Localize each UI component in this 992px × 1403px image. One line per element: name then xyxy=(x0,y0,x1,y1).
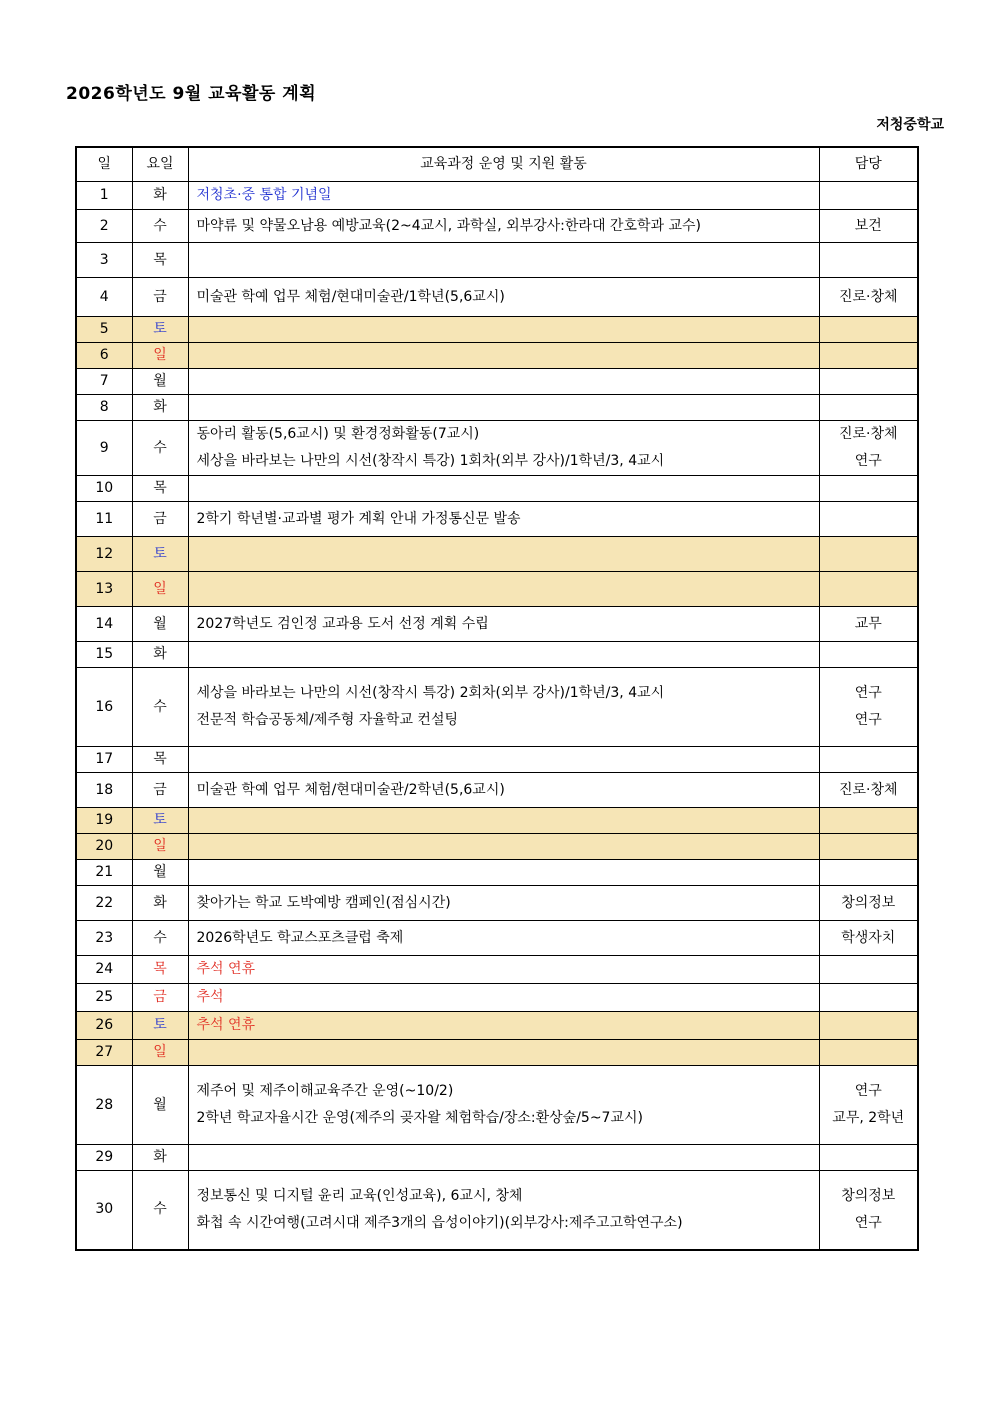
day-cell: 5 xyxy=(76,317,132,343)
activity-cell xyxy=(188,984,819,1012)
activity-cell xyxy=(188,668,819,747)
table-row xyxy=(76,642,918,668)
table-row xyxy=(76,921,918,956)
table-row xyxy=(76,395,918,421)
schedule-table xyxy=(75,146,919,1251)
responsible-line: 교무, 2학년 xyxy=(832,1110,905,1126)
weekday-cell: 금 xyxy=(132,984,188,1012)
activity-line: 미술관 학예 업무 체험/현대미술관/2학년(5,6교시) xyxy=(196,781,505,798)
weekday-cell: 수 xyxy=(132,421,188,476)
table-row xyxy=(76,369,918,395)
table-row xyxy=(76,317,918,343)
day-cell: 4 xyxy=(76,278,132,317)
responsible-line: 연구 xyxy=(854,453,882,469)
day-cell: 13 xyxy=(76,572,132,607)
weekday-cell: 월 xyxy=(132,369,188,395)
day-cell: 25 xyxy=(76,984,132,1012)
activity-cell xyxy=(188,182,819,210)
weekday-cell: 일 xyxy=(132,834,188,860)
weekday-cell: 수 xyxy=(132,1171,188,1250)
day-cell: 27 xyxy=(76,1040,132,1066)
day-cell: 8 xyxy=(76,395,132,421)
activity-line: 세상을 바라보는 나만의 시선(창작시 특강) 1회차(외부 강사)/1학년/3, 4교시 xyxy=(196,453,665,469)
activity-line: 저청초·중 통합 기념일 xyxy=(196,187,332,203)
responsible-line: 보건 xyxy=(854,217,882,234)
table-row xyxy=(76,502,918,537)
weekday-cell: 수 xyxy=(132,210,188,243)
table-row xyxy=(76,956,918,984)
weekday-cell: 월 xyxy=(132,860,188,886)
activity-cell xyxy=(188,210,819,243)
responsible-cell xyxy=(819,607,918,642)
header-weekday: 요일 xyxy=(132,147,188,182)
header-activity: 교육과정 운영 및 지원 활동 xyxy=(188,147,819,182)
day-cell: 28 xyxy=(76,1066,132,1145)
weekday-cell: 토 xyxy=(132,317,188,343)
responsible-cell xyxy=(819,476,918,502)
responsible-line: 진로·창체 xyxy=(838,288,898,305)
day-cell: 14 xyxy=(76,607,132,642)
table-row xyxy=(76,182,918,210)
table-row xyxy=(76,984,918,1012)
day-cell: 7 xyxy=(76,369,132,395)
table-row xyxy=(76,278,918,317)
responsible-cell xyxy=(819,278,918,317)
day-cell: 12 xyxy=(76,537,132,572)
day-cell: 11 xyxy=(76,502,132,537)
activity-cell xyxy=(188,395,819,421)
activity-cell xyxy=(188,808,819,834)
table-row xyxy=(76,1066,918,1145)
responsible-cell xyxy=(819,317,918,343)
responsible-cell xyxy=(819,860,918,886)
activity-line: 정보통신 및 디지털 윤리 교육(인성교육), 6교시, 창체 xyxy=(196,1187,523,1204)
activity-cell xyxy=(188,642,819,668)
activity-line: 2027학년도 검인정 교과용 도서 선정 계획 수립 xyxy=(196,615,489,632)
activity-cell xyxy=(188,1012,819,1040)
table-row xyxy=(76,808,918,834)
table-row xyxy=(76,243,918,278)
activity-line: 2학년 학교자율시간 운영(제주의 곶자왈 체험학습/장소:환상숲/5~7교시) xyxy=(196,1110,643,1126)
activity-line: 2026학년도 학교스포츠클럽 축제 xyxy=(196,929,404,946)
activity-cell xyxy=(188,886,819,921)
activity-cell xyxy=(188,421,819,476)
activity-cell xyxy=(188,1145,819,1171)
day-cell: 10 xyxy=(76,476,132,502)
responsible-cell xyxy=(819,956,918,984)
activity-line: 미술관 학예 업무 체험/현대미술관/1학년(5,6교시) xyxy=(196,288,505,305)
activity-line: 동아리 활동(5,6교시) 및 환경정화활동(7교시) xyxy=(196,426,480,442)
activity-cell xyxy=(188,834,819,860)
activity-line: 추석 연휴 xyxy=(196,961,256,977)
responsible-cell xyxy=(819,886,918,921)
day-cell: 30 xyxy=(76,1171,132,1250)
table-row xyxy=(76,537,918,572)
table-row xyxy=(76,572,918,607)
weekday-cell: 목 xyxy=(132,243,188,278)
day-cell: 26 xyxy=(76,1012,132,1040)
table-row xyxy=(76,1040,918,1066)
school-name: 저청중학교 xyxy=(876,117,944,133)
responsible-cell xyxy=(819,1171,918,1250)
responsible-cell xyxy=(819,243,918,278)
weekday-cell: 일 xyxy=(132,572,188,607)
table-row xyxy=(76,886,918,921)
activity-cell xyxy=(188,572,819,607)
activity-line: 전문적 학습공동체/제주형 자율학교 컨설팅 xyxy=(196,712,458,728)
responsible-line: 진로·창체 xyxy=(838,781,898,798)
day-cell: 21 xyxy=(76,860,132,886)
activity-line: 세상을 바라보는 나만의 시선(창작시 특강) 2회차(외부 강사)/1학년/3, 4교시 xyxy=(196,685,665,701)
table-row xyxy=(76,343,918,369)
responsible-cell xyxy=(819,834,918,860)
activity-cell xyxy=(188,343,819,369)
header-responsible: 담당 xyxy=(819,147,918,182)
activity-line: 찾아가는 학교 도박예방 캠페인(점심시간) xyxy=(196,894,451,911)
responsible-cell xyxy=(819,395,918,421)
responsible-cell xyxy=(819,421,918,476)
weekday-cell: 화 xyxy=(132,182,188,210)
activity-cell xyxy=(188,956,819,984)
table-row xyxy=(76,476,918,502)
weekday-cell: 금 xyxy=(132,773,188,808)
weekday-cell: 일 xyxy=(132,1040,188,1066)
table-row xyxy=(76,834,918,860)
responsible-cell xyxy=(819,1145,918,1171)
responsible-line: 연구 xyxy=(854,712,882,728)
header-row xyxy=(76,147,918,182)
day-cell: 24 xyxy=(76,956,132,984)
activity-cell xyxy=(188,607,819,642)
page-title: 2026학년도 9월 교육활동 계획 xyxy=(66,84,317,104)
activity-cell xyxy=(188,317,819,343)
responsible-line: 연구 xyxy=(854,685,882,701)
day-cell: 20 xyxy=(76,834,132,860)
activity-line: 2학기 학년별·교과별 평가 계획 안내 가정통신문 발송 xyxy=(196,510,521,527)
activity-cell xyxy=(188,537,819,572)
activity-cell xyxy=(188,860,819,886)
responsible-line: 창의정보 xyxy=(841,894,896,911)
day-cell: 2 xyxy=(76,210,132,243)
day-cell: 3 xyxy=(76,243,132,278)
day-cell: 15 xyxy=(76,642,132,668)
activity-cell xyxy=(188,1171,819,1250)
responsible-line: 연구 xyxy=(854,1214,882,1231)
day-cell: 22 xyxy=(76,886,132,921)
responsible-line: 진로·창체 xyxy=(838,426,898,442)
responsible-cell xyxy=(819,921,918,956)
activity-cell xyxy=(188,278,819,317)
table-row xyxy=(76,421,918,476)
activity-line: 화첩 속 시간여행(고려시대 제주3개의 읍성이야기)(외부강사:제주고고학연구소) xyxy=(196,1214,683,1231)
weekday-cell: 목 xyxy=(132,956,188,984)
table-row xyxy=(76,668,918,747)
weekday-cell: 화 xyxy=(132,886,188,921)
responsible-cell xyxy=(819,668,918,747)
responsible-cell xyxy=(819,808,918,834)
responsible-cell xyxy=(819,1012,918,1040)
weekday-cell: 화 xyxy=(132,642,188,668)
weekday-cell: 수 xyxy=(132,921,188,956)
responsible-cell xyxy=(819,1040,918,1066)
weekday-cell: 목 xyxy=(132,747,188,773)
day-cell: 18 xyxy=(76,773,132,808)
responsible-cell xyxy=(819,747,918,773)
schedule-body xyxy=(76,182,918,1250)
weekday-cell: 토 xyxy=(132,537,188,572)
activity-cell xyxy=(188,747,819,773)
day-cell: 23 xyxy=(76,921,132,956)
activity-cell xyxy=(188,476,819,502)
responsible-cell xyxy=(819,1066,918,1145)
day-cell: 17 xyxy=(76,747,132,773)
weekday-cell: 금 xyxy=(132,502,188,537)
responsible-line: 교무 xyxy=(854,615,882,632)
activity-cell xyxy=(188,502,819,537)
header-day: 일 xyxy=(76,147,132,182)
day-cell: 1 xyxy=(76,182,132,210)
responsible-cell xyxy=(819,369,918,395)
day-cell: 6 xyxy=(76,343,132,369)
table-row xyxy=(76,210,918,243)
responsible-line: 학생자치 xyxy=(841,929,896,946)
responsible-cell xyxy=(819,572,918,607)
activity-line: 마약류 및 약물오남용 예방교육(2~4교시, 과학실, 외부강사:한라대 간호학과 교수) xyxy=(196,217,701,234)
table-row xyxy=(76,860,918,886)
weekday-cell: 금 xyxy=(132,278,188,317)
responsible-cell xyxy=(819,343,918,369)
day-cell: 16 xyxy=(76,668,132,747)
weekday-cell: 화 xyxy=(132,1145,188,1171)
responsible-line: 연구 xyxy=(854,1083,882,1099)
table-row xyxy=(76,773,918,808)
table-row xyxy=(76,607,918,642)
weekday-cell: 월 xyxy=(132,607,188,642)
activity-cell xyxy=(188,243,819,278)
responsible-cell xyxy=(819,773,918,808)
weekday-cell: 토 xyxy=(132,808,188,834)
table-row xyxy=(76,747,918,773)
table-row xyxy=(76,1171,918,1250)
day-cell: 19 xyxy=(76,808,132,834)
activity-cell xyxy=(188,1040,819,1066)
activity-cell xyxy=(188,369,819,395)
table-row xyxy=(76,1145,918,1171)
weekday-cell: 목 xyxy=(132,476,188,502)
weekday-cell: 수 xyxy=(132,668,188,747)
weekday-cell: 화 xyxy=(132,395,188,421)
weekday-cell: 토 xyxy=(132,1012,188,1040)
day-cell: 29 xyxy=(76,1145,132,1171)
activity-cell xyxy=(188,773,819,808)
responsible-cell xyxy=(819,537,918,572)
activity-line: 추석 연휴 xyxy=(196,1017,256,1033)
responsible-cell xyxy=(819,502,918,537)
responsible-cell xyxy=(819,642,918,668)
responsible-cell xyxy=(819,984,918,1012)
activity-cell xyxy=(188,1066,819,1145)
responsible-cell xyxy=(819,182,918,210)
responsible-line: 창의정보 xyxy=(841,1187,896,1204)
weekday-cell: 일 xyxy=(132,343,188,369)
activity-line: 제주어 및 제주이해교육주간 운영(~10/2) xyxy=(196,1083,454,1099)
activity-line: 추석 xyxy=(196,989,224,1005)
day-cell: 9 xyxy=(76,421,132,476)
activity-cell xyxy=(188,921,819,956)
responsible-cell xyxy=(819,210,918,243)
weekday-cell: 월 xyxy=(132,1066,188,1145)
table-row xyxy=(76,1012,918,1040)
